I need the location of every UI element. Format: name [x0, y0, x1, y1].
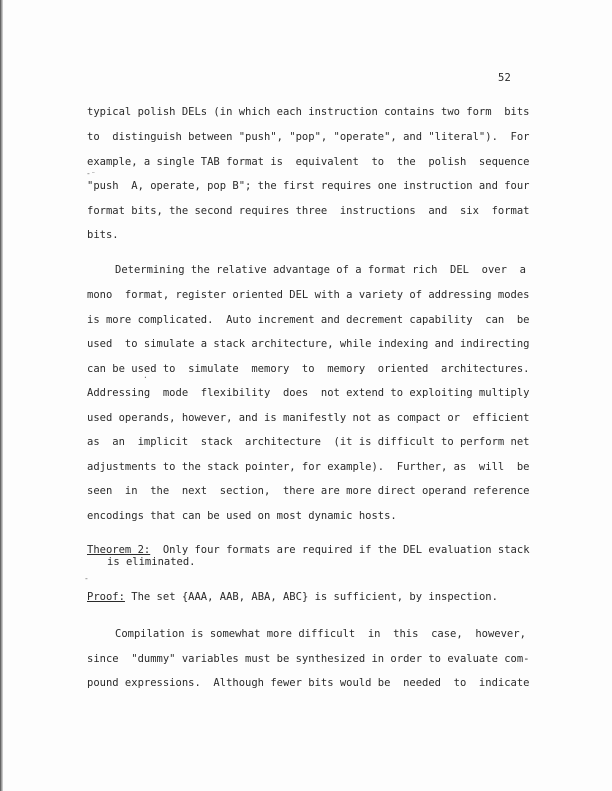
- theorem-statement: [87, 544, 530, 556]
- paragraph-1-line: "push A, operate, pop B"; the first requires one instruction and four: [87, 180, 530, 192]
- theorem-continuation: is eliminated.: [107, 556, 196, 568]
- paragraph-1-line: example, a single TAB format is equivalent to the polish sequence: [87, 156, 530, 168]
- paragraph-1-line: typical polish DELs (in which each instruction contains two form bits: [87, 106, 530, 118]
- scan-edge: [0, 0, 3, 791]
- paragraph-2-line: adjustments to the stack pointer, for example). Further, as will be: [87, 461, 530, 473]
- paragraph-2-line: Addressing mode flexibility does not extend to exploiting multiply: [87, 387, 530, 399]
- page-number: 52: [498, 72, 512, 84]
- proof-statement: [87, 591, 507, 603]
- paragraph-2-line: as an implicit stack architecture (it is difficult to perform net: [87, 436, 530, 448]
- paragraph-2-line: is more complicated. Auto increment and decrement capability can be: [87, 314, 530, 326]
- paragraph-3-line: pound expressions. Although fewer bits would be needed to indicate: [87, 677, 530, 689]
- stray-mark: -: [84, 574, 89, 583]
- theorem-label: Theorem 2:: [87, 544, 151, 556]
- stray-mark: ·: [143, 373, 148, 382]
- stray-mark: -⁻: [86, 169, 96, 178]
- proof-label: Proof:: [87, 591, 125, 603]
- paragraph-2-line: encodings that can be used on most dynamic hosts.: [87, 510, 397, 522]
- paragraph-2-line: can be used to simulate memory to memory oriented architectures.: [87, 363, 530, 375]
- paragraph-2-line: seen in the next section, there are more direct operand reference: [87, 485, 530, 497]
- paragraph-2-line: Determining the relative advantage of a format rich DEL over a: [115, 264, 526, 276]
- proof-text: The set {AAA, AAB, ABA, ABC} is sufficient, by inspection.: [124, 591, 498, 603]
- paragraph-2-line: used operands, however, and is manifestly not as compact or efficient: [87, 412, 530, 424]
- theorem-text: Only four formats are required if the DEL evaluation stack: [150, 544, 530, 556]
- paragraph-1-line: to distinguish between "push", "pop", "operate", and "literal"). For: [87, 131, 530, 143]
- paragraph-3-line: since "dummy" variables must be synthesized in order to evaluate com-: [87, 653, 530, 665]
- paragraph-1-line: bits.: [87, 229, 119, 241]
- paragraph-1-line: format bits, the second requires three instructions and six format: [87, 205, 530, 217]
- paragraph-2-line: mono format, register oriented DEL with a variety of addressing modes: [87, 289, 530, 301]
- paragraph-2-line: used to simulate a stack architecture, while indexing and indirecting: [87, 338, 530, 350]
- paragraph-3-line: Compilation is somewhat more difficult in this case, however,: [115, 628, 526, 640]
